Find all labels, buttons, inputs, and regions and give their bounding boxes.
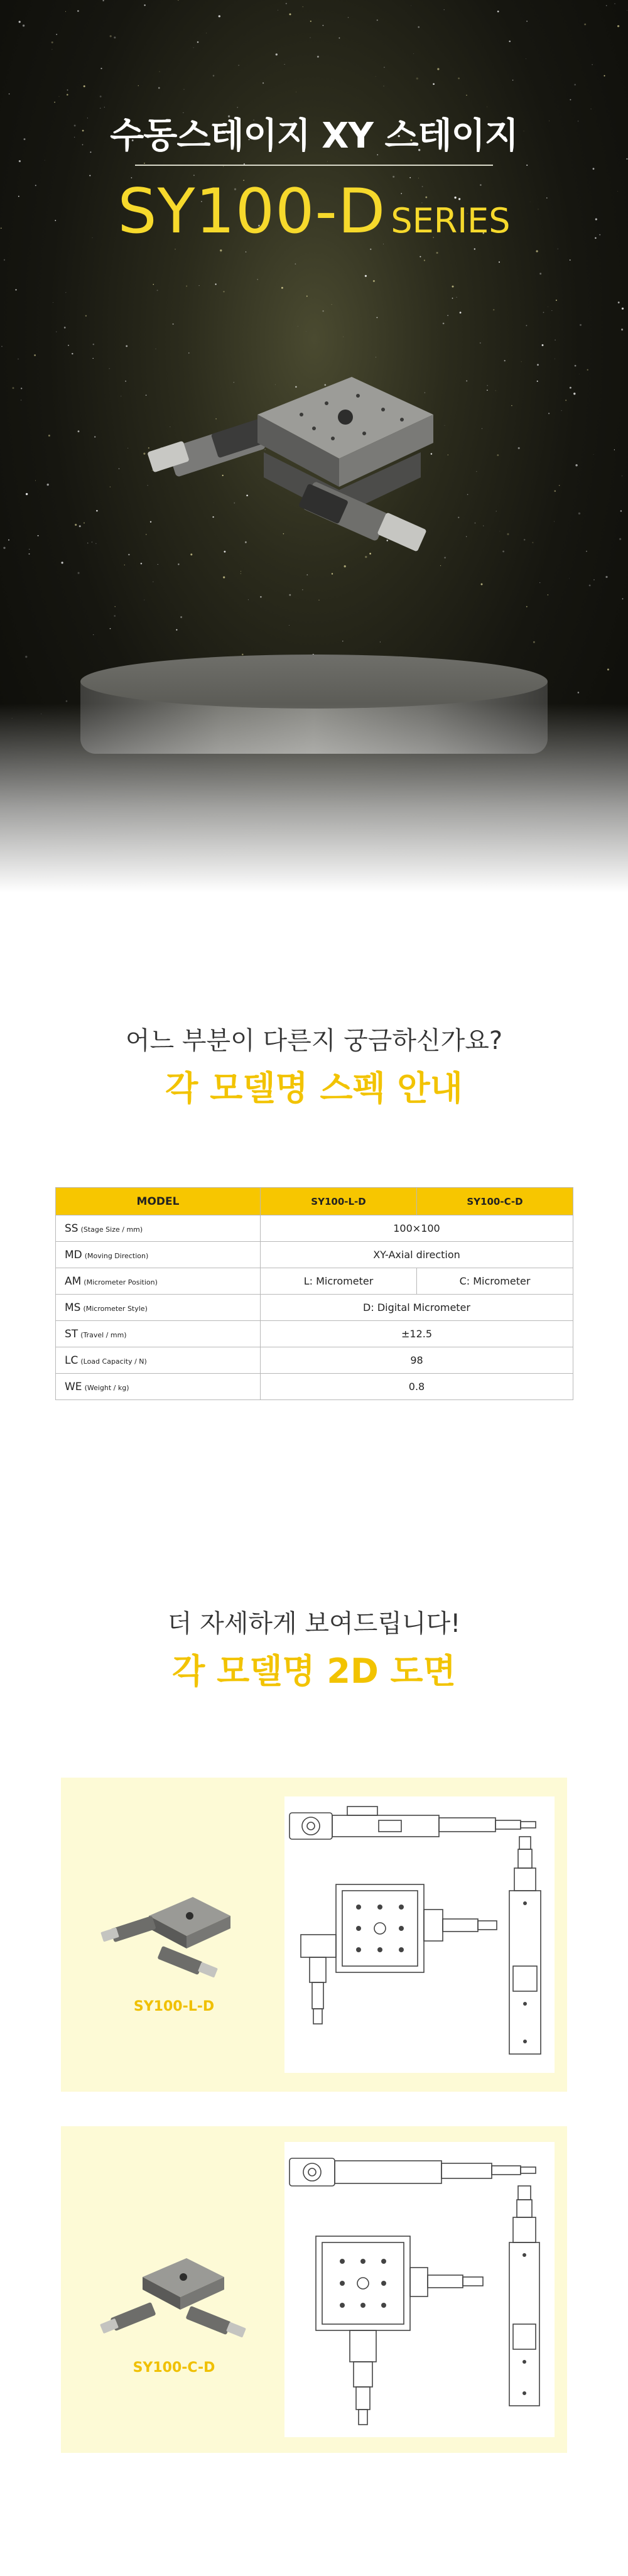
star: [180, 616, 182, 618]
spec-code: MS: [65, 1301, 81, 1314]
star: [223, 291, 224, 292]
star: [570, 259, 571, 261]
star: [51, 49, 52, 50]
hero-title: 수동스테이지 XY 스테이지: [110, 116, 518, 156]
star: [110, 628, 111, 629]
star: [539, 582, 540, 583]
star: [593, 579, 595, 580]
star: [85, 315, 87, 317]
spec-question: 어느 부분이 다른지 궁금하신가요?: [125, 1026, 503, 1055]
spec-code: AM: [65, 1274, 82, 1288]
spec-table: [55, 1187, 573, 1400]
star: [521, 361, 522, 362]
star: [38, 535, 39, 536]
star: [13, 387, 14, 389]
star: [574, 84, 576, 86]
star: [552, 310, 553, 311]
star: [19, 160, 21, 162]
sy100-c-d-2d-drawing: [284, 2142, 555, 2437]
star: [578, 513, 580, 514]
star: [84, 85, 85, 87]
star: [589, 585, 591, 587]
star: [593, 168, 595, 170]
spec-value: 100×100: [261, 1215, 573, 1242]
spec-label: [56, 1321, 261, 1347]
star: [295, 263, 296, 264]
star: [15, 289, 16, 290]
star: [618, 302, 620, 303]
star: [78, 572, 80, 574]
star: [35, 480, 36, 481]
sy100-l-d-thumbnail: [99, 1878, 249, 1991]
star: [318, 600, 319, 601]
star: [559, 485, 560, 486]
star: [537, 364, 539, 366]
star: [436, 252, 438, 254]
star: [621, 329, 623, 330]
spec-table-header-row: [56, 1188, 573, 1215]
star: [144, 163, 145, 164]
star: [420, 256, 421, 258]
star: [604, 75, 605, 77]
star: [452, 286, 453, 288]
star: [114, 606, 115, 607]
star: [447, 315, 448, 316]
star: [480, 342, 481, 344]
star: [19, 21, 21, 23]
star: [26, 493, 28, 495]
star: [483, 525, 484, 526]
star: [78, 430, 80, 432]
star: [443, 323, 445, 325]
star: [511, 405, 512, 406]
drawing-label-c: SY100-C-D: [133, 2360, 215, 2376]
star: [418, 26, 420, 28]
pedestal-top: [80, 655, 548, 709]
star: [29, 553, 30, 555]
drawing-heading: 각 모델명 2D 도면: [172, 1651, 456, 1691]
star: [94, 436, 95, 437]
star: [9, 94, 10, 95]
star: [276, 53, 278, 55]
star: [25, 656, 27, 658]
star: [338, 38, 340, 39]
star: [238, 65, 239, 66]
star: [176, 629, 177, 631]
star: [575, 464, 577, 466]
star: [499, 261, 500, 263]
star: [627, 158, 628, 160]
star: [614, 449, 615, 450]
star: [416, 77, 418, 79]
star: [507, 533, 509, 535]
star: [619, 538, 621, 540]
star: [215, 283, 217, 285]
star: [456, 297, 457, 298]
left-micrometer-shape: [147, 419, 266, 477]
star: [323, 25, 324, 26]
star: [592, 64, 593, 65]
star: [178, 0, 179, 1]
star: [75, 524, 77, 526]
spec-value: ±12.5: [261, 1321, 573, 1347]
star: [84, 522, 85, 523]
spec-desc: (Moving Direction): [84, 1251, 149, 1260]
spec-row-lc: [56, 1347, 573, 1374]
spec-label: [56, 1215, 261, 1242]
star: [322, 310, 323, 312]
star: [554, 521, 555, 522]
star: [539, 273, 541, 274]
star: [384, 67, 385, 68]
spec-label: [56, 1374, 261, 1400]
spec-row-am: [56, 1268, 573, 1295]
star: [524, 539, 526, 541]
star: [575, 365, 577, 367]
spec-value: XY-Axial direction: [261, 1242, 573, 1268]
spec-value: D: Digital Micrometer: [261, 1295, 573, 1321]
spec-row-we: [56, 1374, 573, 1400]
star: [114, 36, 116, 38]
star: [93, 358, 94, 359]
hero-model-name: [0, 176, 628, 247]
star: [607, 668, 609, 670]
spec-desc: (Micrometer Style): [83, 1304, 148, 1313]
sy100-l-d-2d-drawing: [284, 1796, 555, 2073]
spec-code: MD: [65, 1248, 82, 1261]
spec-row-ss: [56, 1215, 573, 1242]
star: [93, 344, 94, 345]
spec-desc: (Micrometer Position): [84, 1278, 158, 1286]
star: [95, 543, 96, 544]
star: [380, 641, 381, 642]
star: [157, 290, 158, 291]
star: [153, 284, 154, 285]
star: [593, 454, 594, 455]
star: [561, 410, 562, 411]
star: [474, 248, 475, 249]
star: [257, 279, 258, 280]
star: [65, 292, 66, 293]
star: [481, 584, 483, 585]
spec-value: 98: [261, 1347, 573, 1374]
star: [47, 484, 49, 486]
spec-code: WE: [65, 1380, 82, 1393]
star: [497, 454, 499, 456]
star: [281, 287, 283, 289]
star: [114, 615, 116, 617]
star: [100, 95, 102, 97]
star: [67, 94, 68, 96]
star: [219, 15, 220, 17]
drawing-label-l: SY100-L-D: [133, 1999, 215, 2014]
star: [102, 0, 104, 1]
drawing-panel-l: [61, 1778, 567, 2092]
star: [51, 41, 53, 43]
star: [67, 89, 68, 90]
star: [370, 249, 371, 250]
spec-row-st: [56, 1321, 573, 1347]
star: [34, 354, 36, 356]
star: [23, 24, 24, 26]
star: [184, 89, 185, 90]
star: [437, 68, 439, 70]
star: [65, 11, 66, 12]
star: [72, 353, 73, 354]
star: [487, 385, 488, 386]
star: [509, 40, 511, 42]
star: [246, 251, 247, 253]
star: [493, 309, 495, 311]
star: [284, 64, 285, 65]
star: [622, 308, 624, 310]
star: [526, 165, 528, 166]
hero-fade-overlay: [0, 704, 628, 892]
star: [444, 9, 445, 10]
star: [220, 249, 222, 251]
star: [128, 554, 129, 555]
star: [66, 700, 68, 702]
sy100-c-d-thumbnail: [99, 2239, 249, 2352]
star: [317, 56, 319, 58]
star: [59, 96, 60, 97]
star: [537, 381, 538, 382]
star: [617, 25, 619, 27]
star: [526, 606, 528, 607]
star: [554, 490, 556, 492]
star: [8, 540, 9, 541]
star: [570, 387, 571, 389]
star: [348, 17, 349, 18]
star: [289, 625, 290, 626]
star: [186, 286, 187, 287]
spec-desc: (Load Capacity / N): [80, 1357, 147, 1366]
star: [109, 368, 110, 369]
star: [622, 599, 624, 600]
xy-stage-product-image: [144, 352, 471, 590]
star: [570, 99, 571, 101]
star: [242, 654, 244, 656]
spec-code: LC: [65, 1354, 78, 1367]
star: [289, 594, 291, 596]
star: [475, 523, 476, 524]
star: [377, 317, 378, 318]
star: [606, 5, 607, 6]
star: [526, 325, 527, 326]
star: [29, 549, 30, 550]
star: [290, 13, 291, 15]
star: [310, 21, 311, 22]
star: [542, 344, 544, 346]
star: [4, 259, 5, 261]
star: [87, 543, 89, 544]
star: [68, 345, 69, 346]
spec-label: [56, 1347, 261, 1374]
star: [197, 41, 199, 43]
star: [495, 390, 496, 391]
star: [458, 77, 460, 79]
star: [144, 4, 145, 6]
star: [413, 53, 414, 54]
star: [64, 327, 66, 329]
star: [424, 259, 425, 261]
star: [620, 510, 622, 512]
spec-header-model: MODEL: [56, 1188, 261, 1215]
star: [504, 360, 506, 361]
star: [79, 525, 81, 527]
star: [286, 3, 287, 4]
star: [460, 312, 462, 313]
star: [502, 550, 504, 552]
star: [54, 102, 55, 103]
star: [213, 75, 215, 77]
hero-model-suffix: SERIES: [391, 201, 511, 241]
star: [556, 300, 557, 301]
hero-divider: [135, 165, 493, 166]
spec-header-l: SY100-L-D: [261, 1188, 417, 1215]
star: [93, 634, 94, 635]
star: [306, 296, 308, 297]
star: [433, 83, 435, 85]
star: [518, 447, 520, 449]
star: [573, 393, 575, 394]
star: [126, 345, 127, 347]
spec-desc: (Stage Size / mm): [80, 1225, 143, 1234]
star: [476, 471, 477, 472]
star: [377, 19, 378, 21]
star: [587, 369, 588, 371]
star: [158, 87, 160, 89]
spec-desc: (Travel / mm): [80, 1330, 127, 1339]
star: [500, 531, 501, 532]
star: [452, 298, 453, 299]
star: [48, 435, 50, 437]
hero-model-main: SY100-D: [117, 176, 386, 247]
star: [532, 542, 533, 543]
star: [533, 641, 535, 643]
star: [548, 413, 550, 414]
spec-row-ms: [56, 1295, 573, 1321]
star: [3, 547, 5, 549]
star: [77, 10, 79, 12]
star: [584, 23, 586, 25]
star: [565, 399, 566, 401]
star: [526, 21, 528, 22]
spec-value-l: L: Micrometer: [261, 1268, 417, 1295]
star: [100, 68, 102, 69]
spec-label: [56, 1268, 261, 1295]
star: [263, 82, 264, 84]
star: [141, 563, 143, 565]
star: [138, 85, 139, 86]
spec-value-c: C: Micrometer: [417, 1268, 573, 1295]
star: [543, 312, 544, 313]
star: [96, 510, 98, 512]
star: [18, 359, 19, 360]
spec-heading: 각 모델명 스펙 안내: [165, 1068, 463, 1108]
star: [21, 388, 22, 389]
spec-header-c: SY100-C-D: [417, 1188, 573, 1215]
star: [487, 389, 488, 391]
hero-banner: [0, 0, 628, 892]
star: [327, 161, 328, 162]
star: [497, 11, 499, 13]
spec-row-md: [56, 1242, 573, 1268]
star: [199, 285, 200, 286]
star: [373, 280, 375, 282]
star: [383, 85, 384, 86]
star: [260, 596, 262, 598]
star: [605, 576, 607, 578]
star: [578, 692, 580, 693]
spec-code: SS: [65, 1222, 78, 1235]
spec-desc: (Weight / kg): [84, 1383, 129, 1392]
star: [110, 35, 112, 37]
drawing-question: 더 자세하게 보여드립니다!: [167, 1609, 461, 1638]
spec-code: ST: [65, 1327, 78, 1340]
drawing-panel-c: [61, 2126, 567, 2453]
star: [536, 250, 538, 252]
star: [110, 486, 111, 487]
spec-value: 0.8: [261, 1374, 573, 1400]
star: [548, 594, 549, 595]
star: [580, 324, 582, 326]
star: [173, 323, 174, 325]
spec-label: [56, 1242, 261, 1268]
star: [56, 34, 57, 35]
star: [248, 599, 249, 600]
star: [1, 346, 3, 347]
star: [365, 275, 367, 277]
star: [586, 551, 587, 552]
spec-label: [56, 1295, 261, 1321]
star: [62, 562, 63, 563]
